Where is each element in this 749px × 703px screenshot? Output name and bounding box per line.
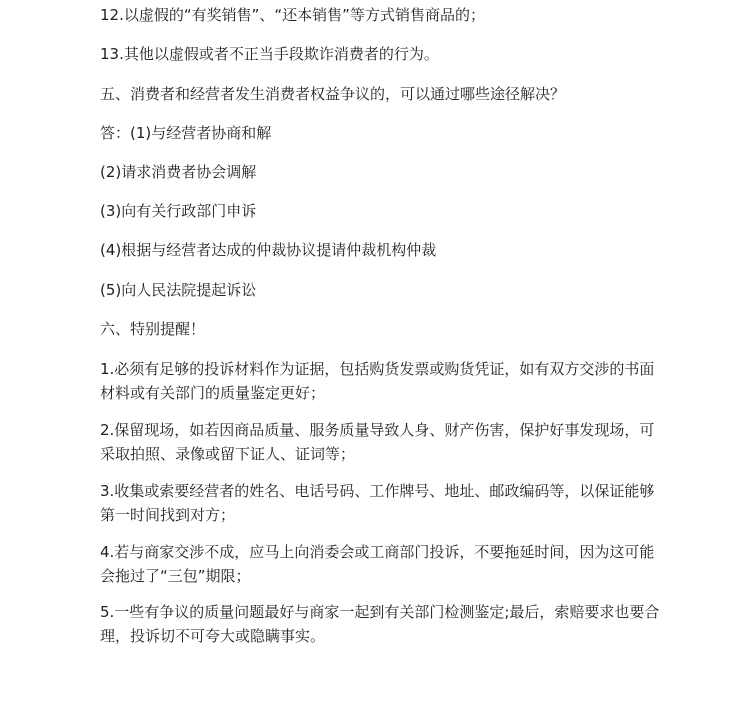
- answer-item-5: (5)向人民法院提起诉讼: [100, 281, 257, 299]
- reminder-item-3: 3.收集或索要经营者的姓名、电话号码、工作牌号、地址、邮政编码等，以保证能够第一时间找到对方；: [100, 482, 655, 524]
- section-heading-five: 五、消费者和经营者发生消费者权益争议的，可以通过哪些途径解决？: [100, 85, 566, 103]
- answer-item-2: (2)请求消费者协会调解: [100, 163, 257, 181]
- paragraph-item-12: 12.以虚假的“有奖销售”、“还本销售”等方式销售商品的；: [100, 6, 485, 24]
- answer-item-1: 答：(1)与经营者协商和解: [100, 124, 272, 142]
- answer-item-3: (3)向有关行政部门申诉: [100, 202, 257, 220]
- reminder-item-2: 2.保留现场，如若因商品质量、服务质量导致人身、财产伤害，保护好事发现场，可采取拍照、录像或留下证人、证词等；: [100, 421, 655, 463]
- section-heading-six: 六、特别提醒！: [100, 320, 206, 338]
- reminder-item-1: 1.必须有足够的投诉材料作为证据，包括购货发票或购货凭证，如有双方交涉的书面材料或有关部门的质量鉴定更好；: [100, 360, 655, 402]
- reminder-item-5: 5.一些有争议的质量问题最好与商家一起到有关部门检测鉴定;最后，索赔要求也要合理，投诉切不可夸大或隐瞒事实。: [100, 603, 660, 645]
- paragraph-item-13: 13.其他以虚假或者不正当手段欺诈消费者的行为。: [100, 45, 439, 63]
- answer-item-4: (4)根据与经营者达成的仲裁协议提请仲裁机构仲裁: [100, 241, 437, 259]
- reminder-item-4: 4.若与商家交涉不成，应马上向消委会或工商部门投诉，不要拖延时间，因为这可能会拖过了“三包”期限；: [100, 543, 655, 585]
